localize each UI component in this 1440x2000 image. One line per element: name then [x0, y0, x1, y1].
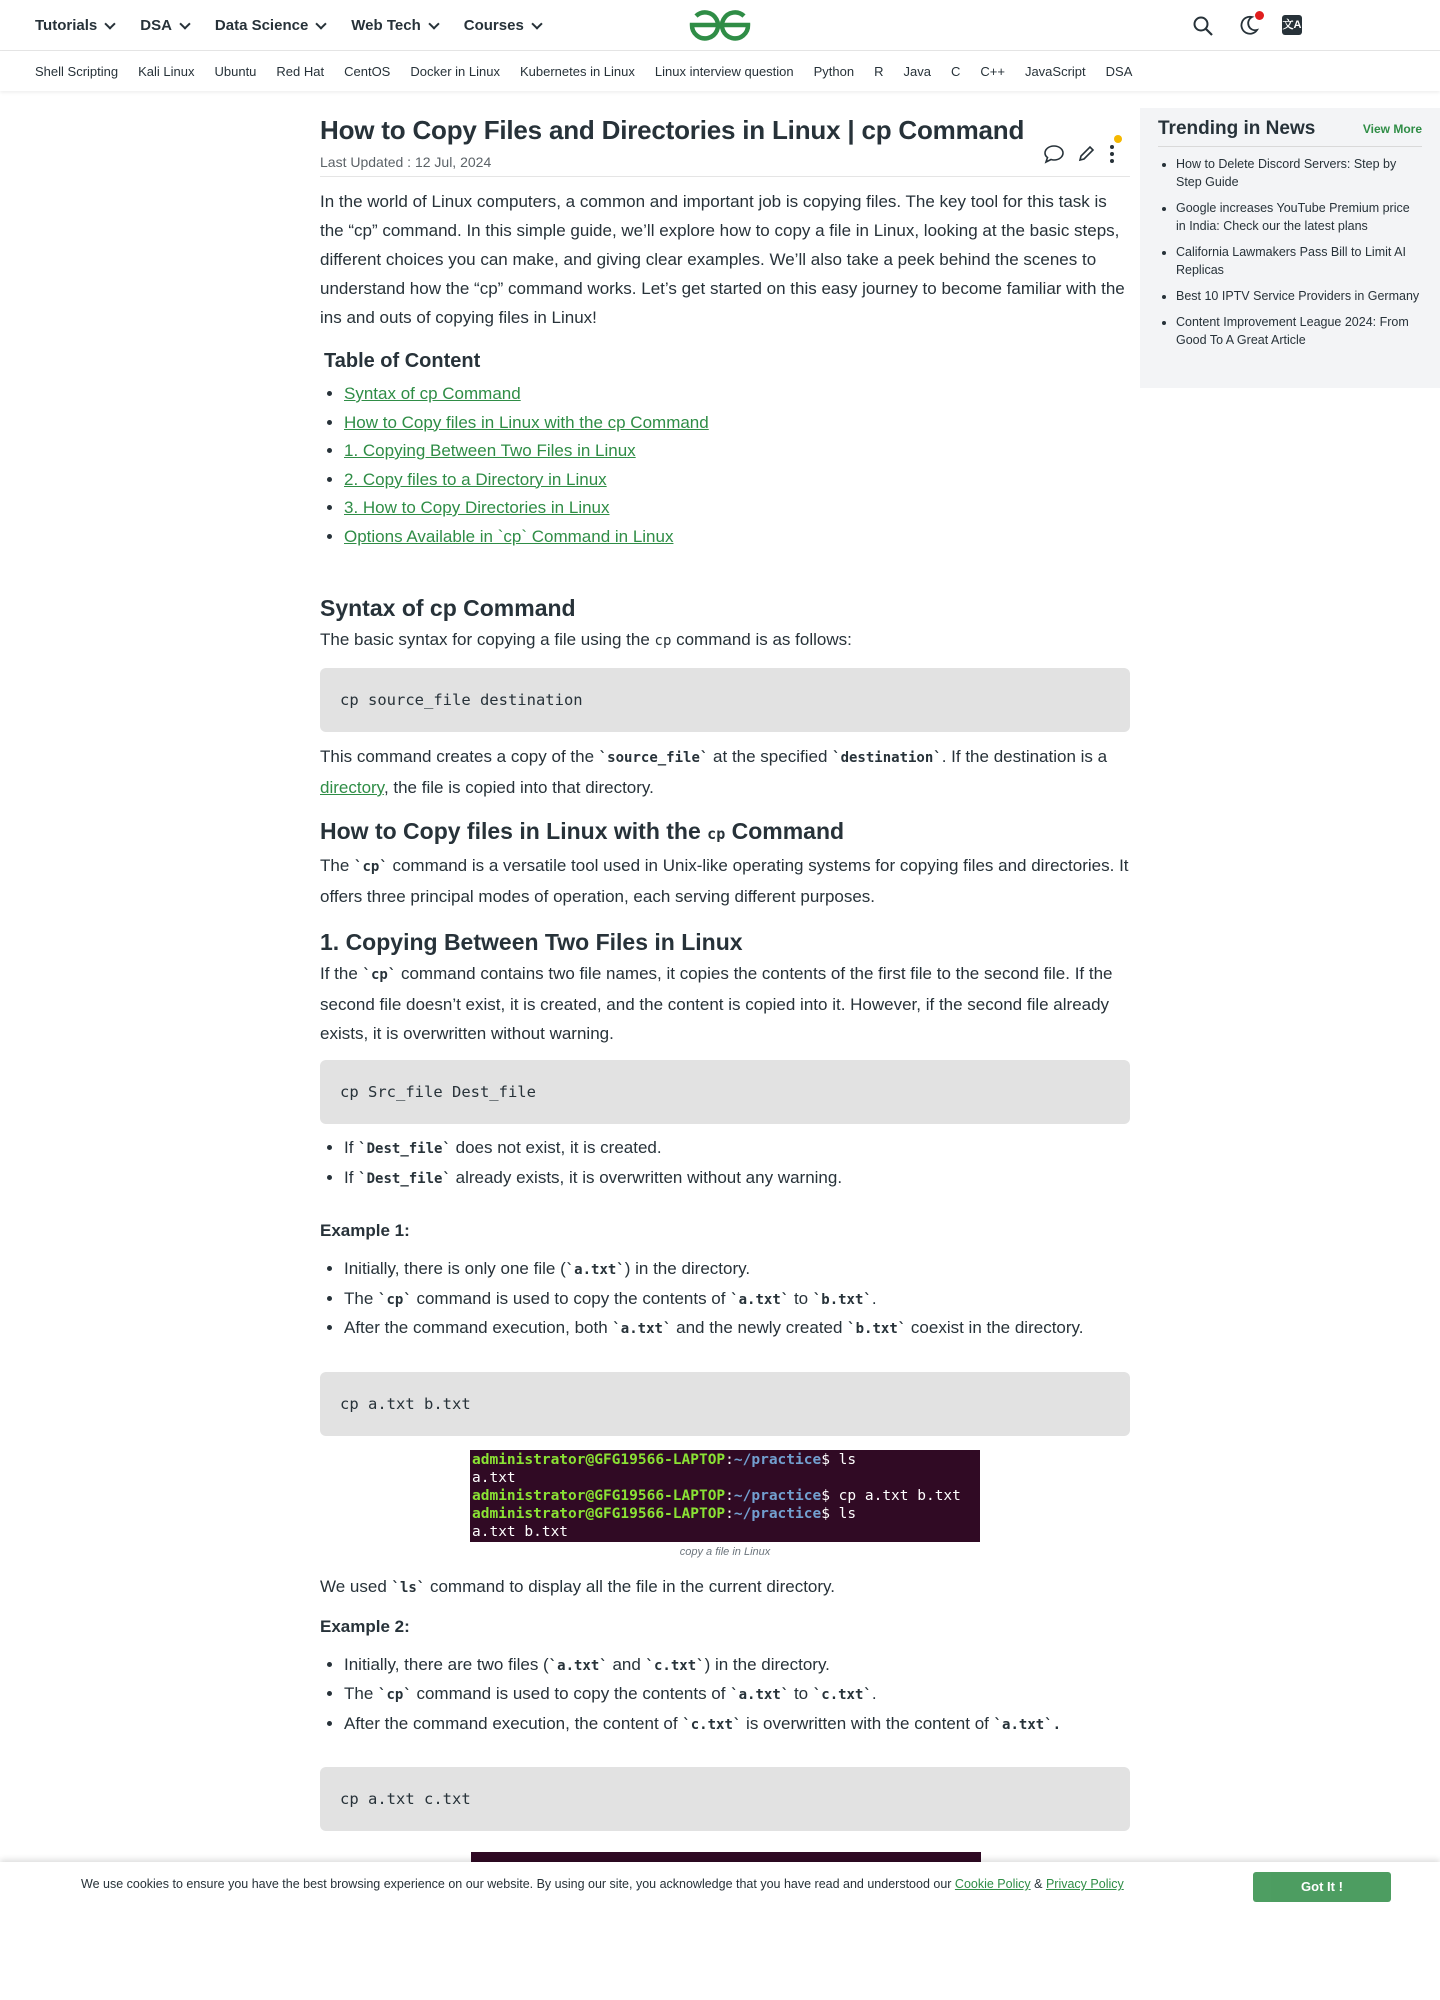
howto-paragraph: The `cp` command is a versatile tool used in Unix-like operating systems for copying files and directories. It offers three principal modes of operation, each serving different purposes.: [320, 856, 1129, 906]
chevron-down-icon: [428, 18, 439, 29]
code-block[interactable]: cp a.txt b.txt: [320, 1372, 1130, 1436]
list-item: • After the command execution, both `a.txt` and the newly created `b.txt` coexist in the directory.: [344, 1314, 1130, 1344]
toc-link[interactable]: 3. How to Copy Directories in Linux: [344, 498, 610, 517]
article-title: How to Copy Files and Directories in Linux | cp Command: [320, 115, 1025, 145]
syntax-paragraph: This command creates a copy of the `source_file` at the specified `destination`. If the destination is a directory, the file is copied into that directory.: [320, 747, 1108, 797]
subnav-item[interactable]: JavaScript: [1024, 63, 1086, 79]
subnav-item[interactable]: Kubernetes in Linux: [519, 63, 635, 79]
subnav-item[interactable]: C++: [980, 63, 1005, 79]
menu-dsa[interactable]: [140, 17, 189, 34]
translate-icon[interactable]: 文A: [1282, 15, 1302, 35]
last-updated: Last Updated : 12 Jul, 2024: [320, 154, 492, 170]
subnav-item[interactable]: Docker in Linux: [410, 63, 500, 79]
subnav-item[interactable]: Red Hat: [276, 63, 325, 79]
chevron-down-icon: [179, 18, 190, 29]
two-files-heading: 1. Copying Between Two Files in Linux: [320, 929, 743, 955]
toc-title: Table of Content: [324, 350, 481, 372]
toc-item: [344, 466, 1130, 495]
sub-navbar: [0, 51, 1440, 91]
menu-label: Data Science: [214, 17, 309, 34]
image-caption: copy a file in Linux: [679, 1545, 771, 1558]
sidebar-title: Trending in News: [1158, 118, 1316, 139]
view-more-link[interactable]: View More: [1362, 122, 1422, 136]
two-files-paragraph: If the `cp` command contains two file names, it copies the contents of the first file to the second file. If the second file doesn’t exist, it is created, and the content is copied into it. However, if the second file already exists, it is overwritten without warning.: [320, 964, 1113, 1043]
subnav-item[interactable]: Python: [813, 63, 855, 79]
comment-icon[interactable]: [1043, 144, 1065, 164]
more-options-icon[interactable]: [1109, 143, 1115, 165]
terminal-screenshot: administrator@GFG19566-LAPTOP:~/practice$ ls a.txt administrator@GFG19566-LAPTOP:~/practice$ cp a.txt b.txt administrator@GFG19566-LAPTOP:~/practice$ ls a.txt b.txt: [470, 1450, 980, 1542]
bullet-list: [320, 1134, 1130, 1193]
accept-cookies-button[interactable]: Got It !: [1253, 1872, 1391, 1902]
list-item: • After the command execution, the content of `c.txt` is overwritten with the content of `a.txt`.: [344, 1710, 1130, 1740]
notification-dot: [1114, 135, 1122, 143]
bullet-list: [320, 1651, 1130, 1740]
cookie-text: We use cookies to ensure you have the best browsing experience on our website. By using our site, you acknowledge that you have read and understood our Cookie Policy & Privacy Policy: [81, 1877, 1124, 1891]
list-item: • Initially, there is only one file (`a.txt`) in the directory.: [344, 1255, 1130, 1285]
list-item: • Initially, there are two files (`a.txt` and `c.txt`) in the directory.: [344, 1651, 1130, 1681]
main-menu: [35, 0, 567, 51]
toc-item: [344, 380, 1130, 409]
list-item: • If `Dest_file` already exists, it is overwritten without any warning.: [344, 1164, 1130, 1194]
code-block[interactable]: cp source_file destination: [320, 668, 1130, 732]
notification-dot: [1255, 11, 1264, 20]
table-of-content: [320, 380, 1130, 551]
list-item: • The `cp` command is used to copy the contents of `a.txt` to `b.txt`.: [344, 1285, 1130, 1315]
subnav-item[interactable]: CentOS: [344, 63, 391, 79]
subnav-item[interactable]: C: [950, 63, 961, 79]
article: [320, 110, 1130, 1831]
syntax-lead: The basic syntax for copying a file using the cp command is as follows:: [320, 630, 852, 649]
subnav-item[interactable]: Ubuntu: [214, 63, 257, 79]
example2-heading: Example 2:: [320, 1616, 410, 1636]
top-navbar: [0, 0, 1440, 51]
toc-item: [344, 409, 1130, 438]
toc-item: [344, 494, 1130, 523]
trending-item[interactable]: • How to Delete Discord Servers: Step by Step Guide: [1176, 155, 1422, 191]
intro-paragraph: In the world of Linux computers, a common and important job is copying files. The key tool for this task is the “cp” command. In this simple guide, we’ll explore how to copy a file in Linux, looking at the basic steps, different choices you can make, and giving clear examples. We’ll also take a peek behind the scenes to understand how the “cp” command works. Let’s get started on this easy journey to become familiar with the ins and outs of copying files in Linux!: [320, 192, 1125, 327]
subnav-item[interactable]: R: [874, 63, 884, 79]
subnav-item[interactable]: DSA: [1105, 63, 1133, 79]
subnav-item[interactable]: Shell Scripting: [35, 63, 119, 79]
chevron-down-icon: [316, 18, 327, 29]
subnav-item[interactable]: Kali Linux: [138, 63, 195, 79]
toc-link[interactable]: Syntax of cp Command: [344, 384, 521, 403]
menu-label: Tutorials: [35, 17, 98, 34]
trending-item[interactable]: • Google increases YouTube Premium price in India: Check our the latest plans: [1176, 199, 1422, 235]
example1-after: We used `ls` command to display all the file in the current directory.: [320, 1576, 835, 1596]
bullet-list: [320, 1255, 1130, 1344]
directory-link[interactable]: directory: [320, 778, 384, 797]
menu-label: Courses: [463, 17, 524, 34]
code-block[interactable]: cp a.txt c.txt: [320, 1767, 1130, 1831]
edit-icon[interactable]: [1077, 145, 1095, 163]
list-item: • The `cp` command is used to copy the contents of `a.txt` to `c.txt`.: [344, 1680, 1130, 1710]
trending-item[interactable]: • California Lawmakers Pass Bill to Limit AI Replicas: [1176, 243, 1422, 279]
howto-heading: How to Copy files in Linux with the cp Command: [320, 818, 845, 844]
menu-web-tech[interactable]: [351, 17, 437, 34]
list-item: • If `Dest_file` does not exist, it is created.: [344, 1134, 1130, 1164]
toc-link[interactable]: How to Copy files in Linux with the cp Command: [344, 412, 709, 432]
gfg-logo[interactable]: [688, 8, 752, 42]
menu-tutorials[interactable]: [35, 17, 114, 34]
cookie-banner: [0, 1862, 1440, 2000]
menu-data-science[interactable]: [215, 17, 325, 34]
toc-link[interactable]: Options Available in `cp` Command in Linux: [344, 526, 674, 546]
chevron-down-icon: [531, 18, 542, 29]
trending-sidebar: [1140, 108, 1440, 388]
chevron-down-icon: [105, 18, 116, 29]
syntax-heading: Syntax of cp Command: [320, 595, 576, 621]
divider: [320, 176, 1130, 177]
toc-item: [344, 523, 1130, 552]
subnav-item[interactable]: Linux interview question: [654, 63, 794, 79]
subnav-item[interactable]: Java: [903, 63, 931, 79]
menu-courses[interactable]: [464, 17, 541, 34]
menu-label: DSA: [140, 17, 172, 34]
toc-link[interactable]: 1. Copying Between Two Files in Linux: [344, 441, 636, 460]
code-block[interactable]: cp Src_file Dest_file: [320, 1060, 1130, 1124]
trending-item[interactable]: • Content Improvement League 2024: From Good To A Great Article: [1176, 313, 1422, 349]
privacy-policy-link[interactable]: Privacy Policy: [1045, 1877, 1124, 1891]
trending-item[interactable]: • Best 10 IPTV Service Providers in Germany: [1176, 287, 1422, 305]
trending-list: [1158, 155, 1422, 349]
menu-label: Web Tech: [351, 17, 421, 34]
toc-item: [344, 437, 1130, 466]
cookie-policy-link[interactable]: Cookie Policy: [954, 1877, 1031, 1891]
search-icon[interactable]: [1193, 16, 1213, 36]
toc-link[interactable]: 2. Copy files to a Directory in Linux: [344, 469, 607, 489]
example1-heading: Example 1:: [320, 1221, 410, 1240]
sidebar-header: [1158, 118, 1422, 147]
